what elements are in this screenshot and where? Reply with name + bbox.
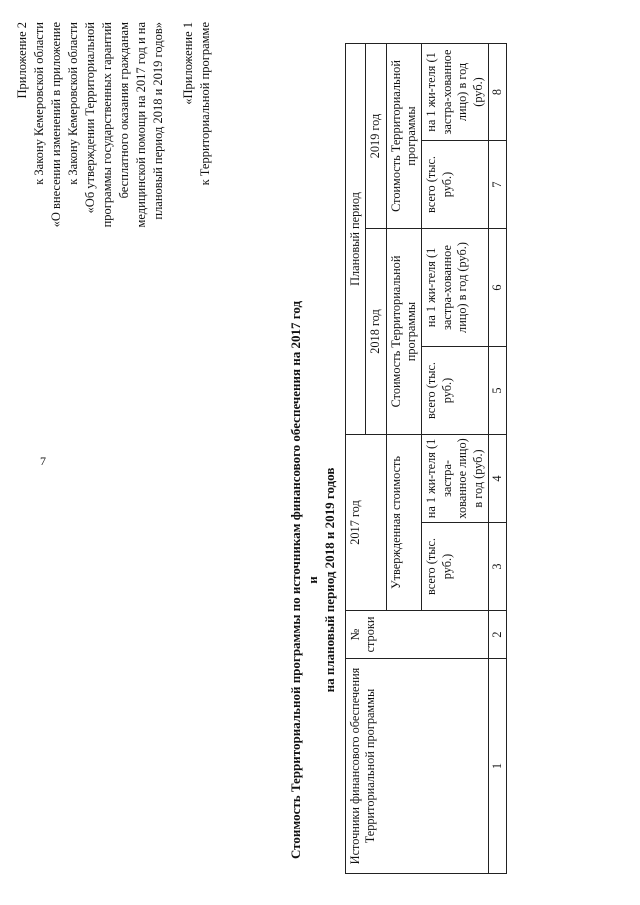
appendix-line: «Об утверждении Территориальной bbox=[83, 22, 97, 214]
appendix-line: программы государственных гарантий bbox=[100, 22, 114, 228]
appendix-sub-line: к Территориальной программе bbox=[198, 22, 212, 186]
column-number: 8 bbox=[488, 44, 506, 141]
header-per-resident-2017: на 1 жи-теля (1 застра-хованное лицо) в год (руб.) bbox=[422, 435, 488, 523]
header-program-cost-2019: Стоимость Территориальной программы bbox=[386, 44, 422, 229]
header-total-2017: всего (тыс. руб.) bbox=[422, 523, 488, 611]
rotated-landscape-page bbox=[0, 12, 622, 880]
page-number: 7 bbox=[40, 454, 46, 468]
header-total-2018: всего (тыс. руб.) bbox=[422, 347, 488, 435]
appendix-line: к Закону Кемеровской области bbox=[66, 22, 80, 185]
header-year-2019: 2019 год bbox=[366, 44, 386, 229]
appendix-sub-line: «Приложение 1 bbox=[181, 22, 195, 105]
column-number: 3 bbox=[488, 523, 506, 611]
column-number: 2 bbox=[488, 611, 506, 659]
appendix-subheader bbox=[180, 22, 214, 272]
appendix-line: «О внесении изменений в приложение bbox=[49, 22, 63, 228]
appendix-line: бесплатного оказания гражданам bbox=[117, 22, 131, 199]
title-line: на плановый период 2018 и 2019 годов bbox=[321, 467, 337, 693]
appendix-line: плановый период 2018 и 2019 годов» bbox=[151, 22, 165, 220]
column-number: 4 bbox=[488, 435, 506, 523]
header-per-resident-2019: на 1 жи-теля (1 застра-хованное лицо) в год (руб.) bbox=[422, 44, 488, 141]
header-source: Источники финансового обеспечения Территориальной программы bbox=[346, 659, 489, 874]
header-approved-cost: Утвержденная стоимость bbox=[386, 435, 422, 611]
document-title bbox=[288, 300, 339, 860]
header-program-cost-2018: Стоимость Территориальной программы bbox=[386, 229, 422, 435]
header-total-2019: всего (тыс. руб.) bbox=[422, 141, 488, 229]
financing-table bbox=[345, 43, 507, 874]
column-number: 7 bbox=[488, 141, 506, 229]
title-line: Стоимость Территориальной программы по источникам финансового обеспечения на 2017 год и bbox=[288, 300, 320, 860]
header-year-2018: 2018 год bbox=[366, 229, 386, 435]
column-number: 1 bbox=[488, 659, 506, 874]
header-row-number: № строки bbox=[346, 611, 489, 659]
appendix-line: медицинской помощи на 2017 год и на bbox=[134, 22, 148, 228]
appendix-line: Приложение 2 bbox=[15, 22, 29, 99]
appendix-line: к Закону Кемеровской области bbox=[32, 22, 46, 185]
column-number: 5 bbox=[488, 347, 506, 435]
header-per-resident-2018: на 1 жи-теля (1 застра-хованное лицо) в год (руб.) bbox=[422, 229, 488, 347]
header-planned-period: Плановый период bbox=[346, 44, 366, 435]
header-year-2017: 2017 год bbox=[346, 435, 387, 611]
column-number: 6 bbox=[488, 229, 506, 347]
appendix-header bbox=[14, 22, 167, 272]
